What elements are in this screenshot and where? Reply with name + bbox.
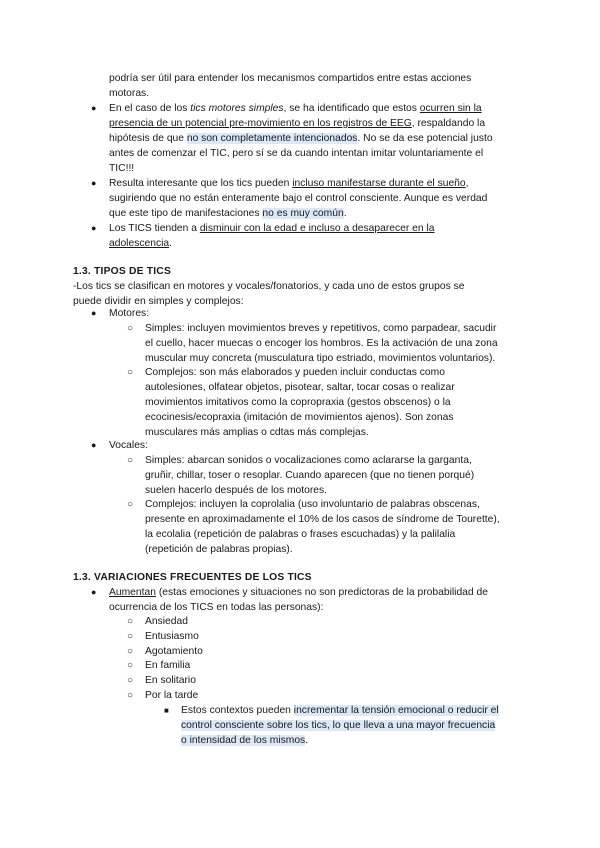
text-line: muscular muy concreta (musculatura tipo estriado, movimientos voluntarios).: [145, 353, 496, 364]
bullet-tics-edad: [109, 221, 435, 251]
tipos-intro: [73, 279, 464, 309]
list-item: Ansiedad: [145, 616, 188, 627]
text-line: la ecolalia (repetición de palabras o frases escuchadas) y la palilalia: [145, 529, 456, 540]
underlined-text: adolescencia: [109, 238, 170, 249]
underlined-text: disminuir con la edad e incluso a desaparecer en la: [199, 223, 435, 234]
circle-bullet-icon: ○: [127, 323, 134, 334]
text-line: Simples: incluyen movimientos breves y repetitivos, como parpadear, sacudir: [145, 323, 497, 334]
text: . No se da ese potencial justo: [357, 133, 493, 144]
circle-bullet-icon: ○: [127, 646, 134, 657]
bullet-dot-icon: ●: [91, 308, 97, 318]
vocales-complejos: [145, 497, 500, 557]
list-item: Por la tarde: [145, 690, 199, 701]
text-line: autolesiones, olfatear objetos, pisotear, saltar, tocar cosas o realizar: [145, 382, 455, 393]
text: .: [305, 735, 309, 746]
bullet-dot-icon: ●: [91, 103, 97, 113]
motores-label: Motores:: [109, 308, 150, 319]
text-line: movimientos imitativos como la copropraxia (gestos obscenos) o la: [145, 397, 451, 408]
text: que este tipo de manifestaciones: [109, 208, 263, 219]
text: .: [169, 238, 172, 249]
text-line: sugiriendo que no están enteramente bajo el control consciente. Aunque es verdad: [109, 193, 488, 204]
highlighted-text: no son completamente intencionados: [186, 133, 358, 144]
circle-bullet-icon: ○: [127, 690, 134, 701]
bullet-tics-sueno: [109, 176, 487, 221]
text-line: antes de comenzar el TIC, pero sí se da cuando intentan imitar voluntariamente el: [109, 148, 484, 159]
circle-bullet-icon: ○: [127, 631, 134, 642]
list-item: En solitario: [145, 675, 196, 686]
italic-text: tics motores simples: [190, 103, 284, 114]
bullet-dot-icon: ●: [91, 587, 97, 597]
vocales-label: Vocales:: [109, 440, 148, 451]
text-line: -Los tics se clasifican en motores y vocales/fonatorios, y cada uno de estos grupos se: [73, 281, 465, 292]
bullet-dot-icon: ●: [91, 178, 97, 188]
text: , se ha identificado que estos: [283, 103, 420, 114]
text: (estas emociones y situaciones no son predictoras de la probabilidad de: [155, 587, 488, 598]
text: ,: [465, 178, 469, 189]
section-heading-tipos: 1.3. TIPOS DE TICS: [73, 266, 172, 277]
section-heading-variaciones: 1.3. VARIACIONES FRECUENTES DE LOS TICS: [73, 572, 312, 583]
text-line: Complejos: son más elaborados y pueden incluir conductas como: [145, 367, 445, 378]
text-line: suelen hacerlo después de los motores.: [145, 485, 328, 496]
aumentan-bullet: [109, 585, 488, 615]
text-line: podría ser útil para entender los mecanismos compartidos entre estas acciones: [109, 73, 472, 84]
vocales-simples: [145, 453, 474, 498]
text-line: Complejos: incluyen la coprolalia (uso involuntario de palabras obscenas,: [145, 499, 480, 510]
highlighted-text: no es muy común: [262, 208, 344, 219]
circle-bullet-icon: ○: [127, 675, 134, 686]
intro-continuation: [109, 71, 471, 101]
circle-bullet-icon: ○: [127, 499, 134, 510]
circle-bullet-icon: ○: [127, 616, 134, 627]
list-item: Agotamiento: [145, 646, 203, 657]
circle-bullet-icon: ○: [127, 367, 134, 378]
text-line: (repetición de palabras propias).: [145, 544, 293, 555]
text: Los TICS tienden a: [109, 223, 200, 234]
list-item: Entusiasmo: [145, 631, 199, 642]
motores-complejos: [145, 365, 455, 440]
motores-simples: [145, 321, 498, 366]
text-line: TIC!!!: [109, 163, 135, 174]
underlined-text: incluso manifestarse durante el sueño: [292, 178, 466, 189]
text-line: ocurrencia de los TICS en todas las personas):: [109, 602, 324, 613]
text-line: presente en aproximadamente el 10% de los casos de síndrome de Tourette),: [145, 514, 500, 525]
circle-bullet-icon: ○: [127, 660, 134, 671]
square-bullet-icon: ■: [164, 706, 169, 715]
bullet-dot-icon: ●: [91, 223, 97, 233]
text-line: gruñir, chillar, toser o resoplar. Cuando aparecen (que no tienen porqué): [145, 470, 475, 481]
list-item: En familia: [145, 660, 191, 671]
bullet-dot-icon: ●: [91, 440, 97, 450]
highlighted-text: control consciente sobre los tics, lo que lleva a una mayor frecuencia: [181, 720, 496, 731]
text-line: el cuello, hacer muecas o encoger los hombros. Es la activación de una zona: [145, 338, 498, 349]
text-line: ecocinesis/ecopraxia (imitación de movimientos ajenos). Son zonas: [145, 412, 454, 423]
text-line: puede dividir en simples y complejos:: [73, 296, 244, 307]
underlined-text: presencia de un potencial pre-movimiento en los registros de EEG: [109, 118, 412, 129]
text: Resulta interesante que los tics pueden: [109, 178, 293, 189]
contextos-note: [181, 703, 499, 748]
text: , respaldando la: [411, 118, 486, 129]
text-line: Simples: abarcan sonidos o vocalizaciones como aclararse la garganta,: [145, 455, 472, 466]
text: Estos contextos pueden: [181, 705, 294, 716]
text-line: motoras.: [109, 88, 150, 99]
text: En el caso de los: [109, 103, 191, 114]
highlighted-text: incrementar la tensión emocional o reducir el: [293, 705, 499, 716]
bullet-tics-motores-simples: [109, 101, 493, 176]
text-line: musculares más amplias o cdtas más complejas.: [145, 427, 369, 438]
text: hipótesis de que: [109, 133, 187, 144]
underlined-text: ocurren sin la: [419, 103, 482, 114]
text: .: [343, 208, 347, 219]
circle-bullet-icon: ○: [127, 455, 134, 466]
underlined-text: Aumentan: [109, 587, 156, 598]
highlighted-text: o intensidad de los mismos: [181, 735, 306, 746]
